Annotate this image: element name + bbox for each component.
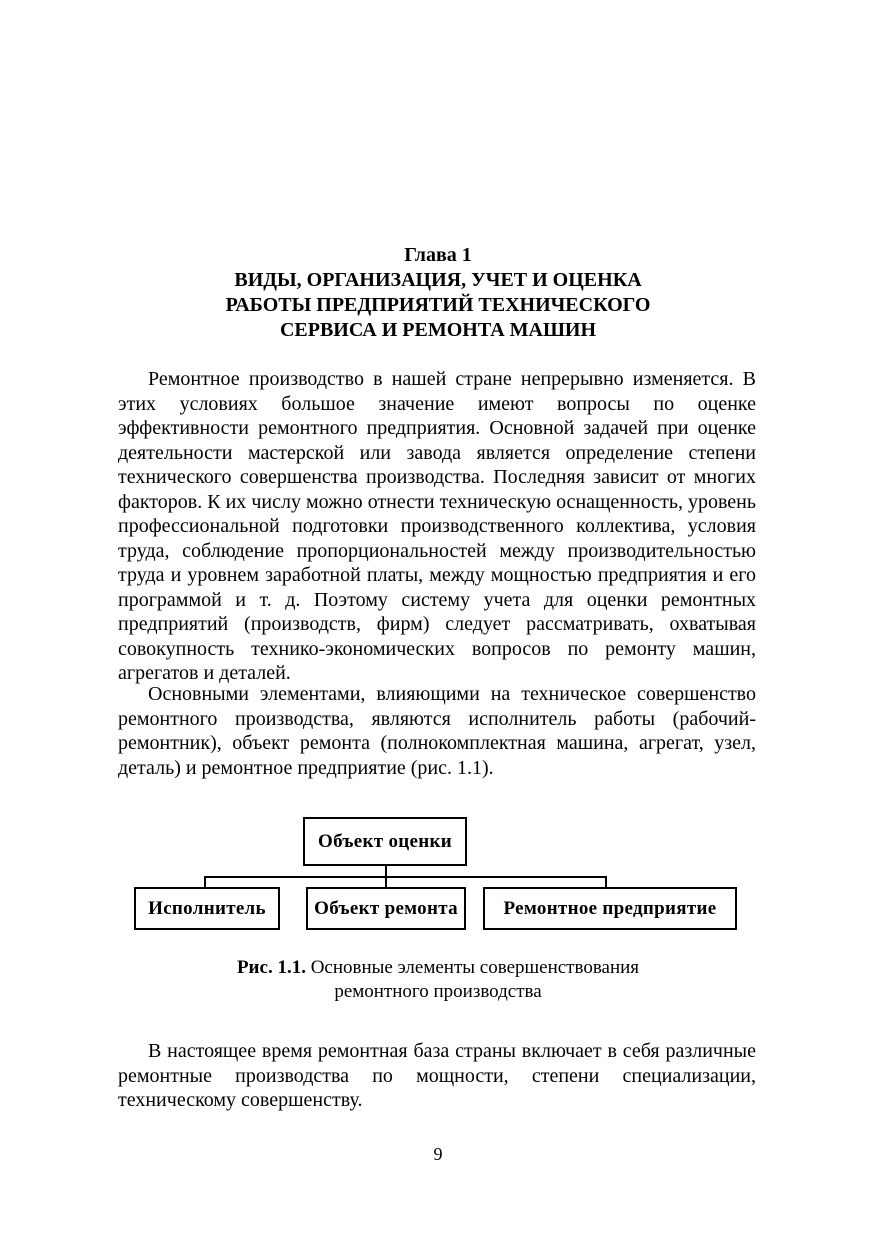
body-paragraph-1: Ремонтное производство в нашей стране непрерывно изменяется. В этих условиях большое значение имеют вопросы по оценке эффективности ремонтного предприятия. Основной задачей при оценке деятельности мастерской или завода является определение степени технического совершенства производства. Последняя зависит от многих факторов. К их числу можно отнести техническую оснащенность, уровень профессиональной подготовки производственного коллектива, условия труда, соблюдение пропорциональностей между производительностью труда и уровнем заработной платы, между мощностью предприятия и его программой и т. д. Поэтому систему учета для оценки ремонтных предприятий (производств, фирм) следует рассматривать, охватывая совокупность технико-экономических вопросов по ремонту машин, агрегатов и деталей.: [118, 368, 756, 684]
caption-line-1: [118, 956, 758, 980]
chapter-title-line: ВИДЫ, ОРГАНИЗАЦИЯ, УЧЕТ И ОЦЕНКА: [234, 269, 642, 291]
body-paragraph-2: Основными элементами, влияющими на техническое совершенство ремонтного производства, являются исполнитель работы (рабочий-ремонтник), объект ремонта (полнокомплектная машина, агрегат, узел, деталь) и ремонтное предприятие (рис. 1.1).: [118, 683, 756, 779]
connector-line: [385, 876, 387, 887]
diagram-child-box-enterprise: Ремонтное предприятие: [483, 887, 737, 930]
connector-line: [385, 866, 387, 878]
connector-line: [605, 876, 607, 887]
caption-text-line-2: ремонтного производства: [334, 981, 542, 1002]
connector-line: [204, 876, 206, 887]
chapter-title: [118, 268, 758, 343]
caption-label: Рис. 1.1.: [236, 957, 306, 978]
chapter-title-line: РАБОТЫ ПРЕДПРИЯТИЙ ТЕХНИЧЕСКОГО: [225, 294, 651, 316]
page-number: 9: [433, 1144, 443, 1164]
chapter-title-line: СЕРВИСА И РЕМОНТА МАШИН: [279, 319, 597, 341]
figure-caption: [118, 956, 758, 1004]
connector-line: [204, 876, 607, 878]
body-paragraph-3: В настоящее время ремонтная база страны включает в себя различные ремонтные производства по мощности, степени специализации, техническому совершенству.: [118, 1040, 756, 1111]
diagram-root-box: Объект оценки: [303, 817, 467, 866]
diagram-child-box-performer: Исполнитель: [134, 887, 280, 930]
diagram-child-box-object: Объект ремонта: [306, 887, 466, 930]
caption-text-line-1: Основные элементы совершенствования: [310, 957, 640, 978]
chapter-number: Глава 1: [404, 244, 472, 266]
